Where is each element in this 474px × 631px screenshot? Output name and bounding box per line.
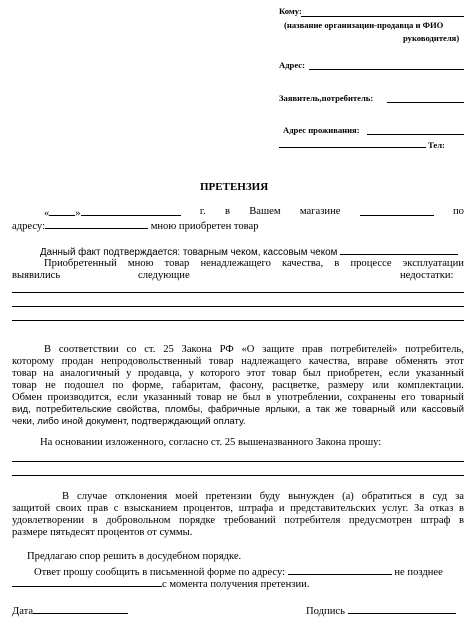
purchase-line-2: адресу: мною приобретен товар: [12, 221, 259, 232]
signature-label: Подпись: [306, 606, 345, 617]
date-label: Дата: [12, 606, 34, 617]
signature-field: [306, 604, 456, 618]
reply-line-2: с момента получения претензии.: [12, 577, 309, 591]
request-intro: На основании изложенного, согласно ст. 25 вышеназванного Закона прошу:: [40, 437, 382, 448]
applicant-label: Заявитель,потребитель:: [279, 93, 374, 103]
defect-line-2-end: недостатки:: [400, 270, 454, 281]
defect-line-2-start: выявились: [12, 270, 61, 281]
to-note-2: руководителя): [403, 33, 460, 43]
request-blank-line: [12, 475, 464, 476]
law-line-4: товар не подошел по форме, габаритам, фасону, расцветке, размеру или комплектации.: [12, 380, 464, 391]
defect-blank-line: [12, 306, 464, 307]
defect-line-2-middle: следующие: [138, 270, 190, 281]
to-note-1: (название организации-продавца и ФИО: [284, 20, 444, 30]
refusal-line-4: размере пятьдесят процентов от суммы.: [12, 527, 193, 538]
residence-line: [367, 134, 464, 135]
confirmation-line: Данный факт подтверждается: товарным чеком, кассовым чеком: [40, 245, 458, 259]
law-line-5: Обмен производится, если указанный товар не был в употреблении, сохранены его товарный: [12, 392, 464, 403]
phone-prefix-line: [279, 147, 426, 148]
law-line-3: товар на аналогичный у продавца, у которого этот товар был приобретен, если указанный: [12, 368, 464, 379]
law-line-2: которому продан непродовольственный товар надлежащего качества, вправе обменять этот: [12, 356, 464, 367]
applicant-line: [387, 102, 464, 103]
law-line-6: вид, потребительские свойства, пломбы, фабричные ярлыки, а так же товарный или кассовый: [12, 404, 464, 415]
residence-label: Адрес проживания:: [283, 125, 360, 135]
document-title: ПРЕТЕНЗИЯ: [200, 181, 269, 193]
settlement-line: Предлагаю спор решить в досудебном порядке.: [27, 551, 242, 562]
to-label: Кому:: [279, 6, 302, 16]
law-line-7: чеки, либо иной документ, подтверждающий оплату.: [12, 416, 246, 427]
request-blank-line: [12, 461, 464, 462]
phone-label: Тел:: [428, 140, 445, 150]
date-field: [12, 604, 128, 618]
address-label: Адрес:: [279, 60, 305, 70]
purchase-date-field: « »: [44, 206, 181, 220]
defect-line-1: Приобретенный мною товар ненадлежащего качества, в процессе эксплуатации: [44, 258, 464, 269]
to-line: [301, 16, 464, 17]
defect-blank-line: [12, 320, 464, 321]
refusal-line-1: В случае отклонения моей претензии буду вынужден (а) обратиться в суд за: [62, 491, 464, 502]
law-line-1: В соответствии со ст. 25 Закона РФ «О защите прав потребителей» потребитель,: [44, 344, 464, 355]
refusal-line-3: удовлетворении в добровольном порядке требований потребителя предусмотрен штраф в: [12, 515, 464, 526]
defect-blank-line: [12, 292, 464, 293]
refusal-line-2: защитой своих прав с взысканием процентов, штрафа и представительских услуг. За отказ в: [12, 503, 464, 514]
purchase-line-1: « » г. в Вашем магазине по: [44, 206, 464, 219]
address-line: [309, 69, 464, 70]
reply-line-1: Ответ прошу сообщить в письменной форме по адресу: не позднее: [34, 567, 443, 578]
